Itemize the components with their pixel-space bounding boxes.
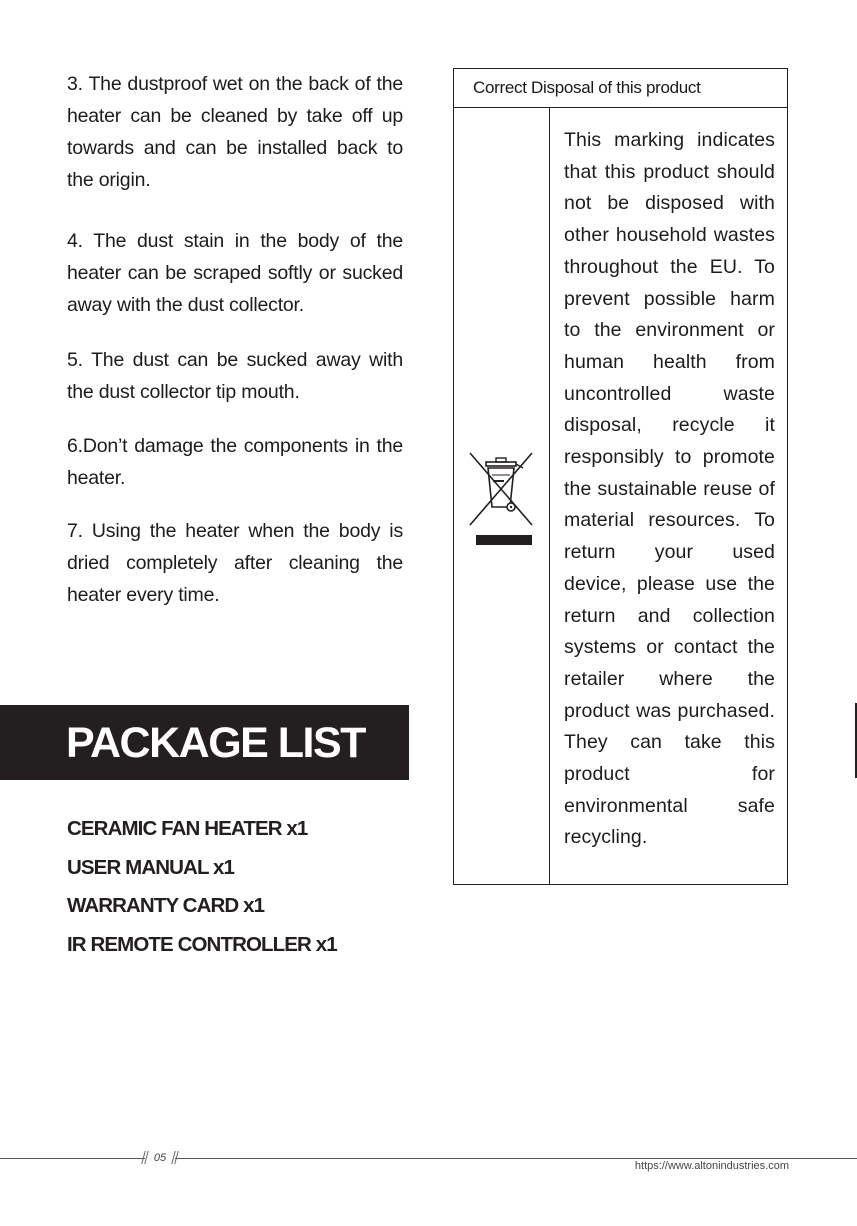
- list-item: USER MANUAL x1: [67, 855, 234, 879]
- weee-crossed-bin-icon: [468, 449, 534, 545]
- package-list-title: PACKAGE LIST: [66, 719, 365, 767]
- list-item: WARRANTY CARD x1: [67, 894, 265, 917]
- disposal-header: [454, 69, 787, 108]
- cleaning-step-3: 3. The dustproof wet on the back of the heater can be cleaned by take off up towards and can be installed back to the origin.: [67, 73, 403, 191]
- disposal-info-box: [453, 68, 788, 885]
- cleaning-step-4: 4. The dust stain in the body of the heater can be scraped softly or sucked away with the dust collector.: [67, 230, 403, 316]
- page-number: 05: [145, 1150, 175, 1166]
- disposal-text: [564, 125, 775, 854]
- cleaning-step-6: 6.Don’t damage the components in the heater.: [67, 435, 403, 489]
- list-item: CERAMIC FAN HEATER x1: [67, 817, 308, 840]
- footer-divider: [0, 1158, 857, 1159]
- disposal-divider: [549, 107, 550, 885]
- list-item: IR REMOTE CONTROLLER x1: [67, 932, 337, 956]
- package-list-banner: [0, 705, 409, 780]
- package-list: [67, 810, 337, 964]
- footer-url: https://www.altonindustries.com: [634, 1160, 789, 1172]
- disposal-paragraph: This marking indicates that this product should not be disposed with other household wastes throughout the EU. To prevent possible harm to the environment or human health from uncontrolled waste disposal, recycle it responsibly to promote the sustainable reuse of material resources. To return your used device, please use the return and collection systems or contact the retailer where the product was purchased. They can take this product for environmental safe: [564, 129, 775, 817]
- cleaning-step-7: 7. Using the heater when the body is dried completely after cleaning the heater every time.: [67, 520, 403, 606]
- disposal-title: Correct Disposal of this product: [473, 78, 701, 97]
- disposal-paragraph-end: recycling.: [564, 826, 648, 849]
- cleaning-step-5: 5. The dust can be sucked away with the dust collector tip mouth.: [67, 349, 403, 403]
